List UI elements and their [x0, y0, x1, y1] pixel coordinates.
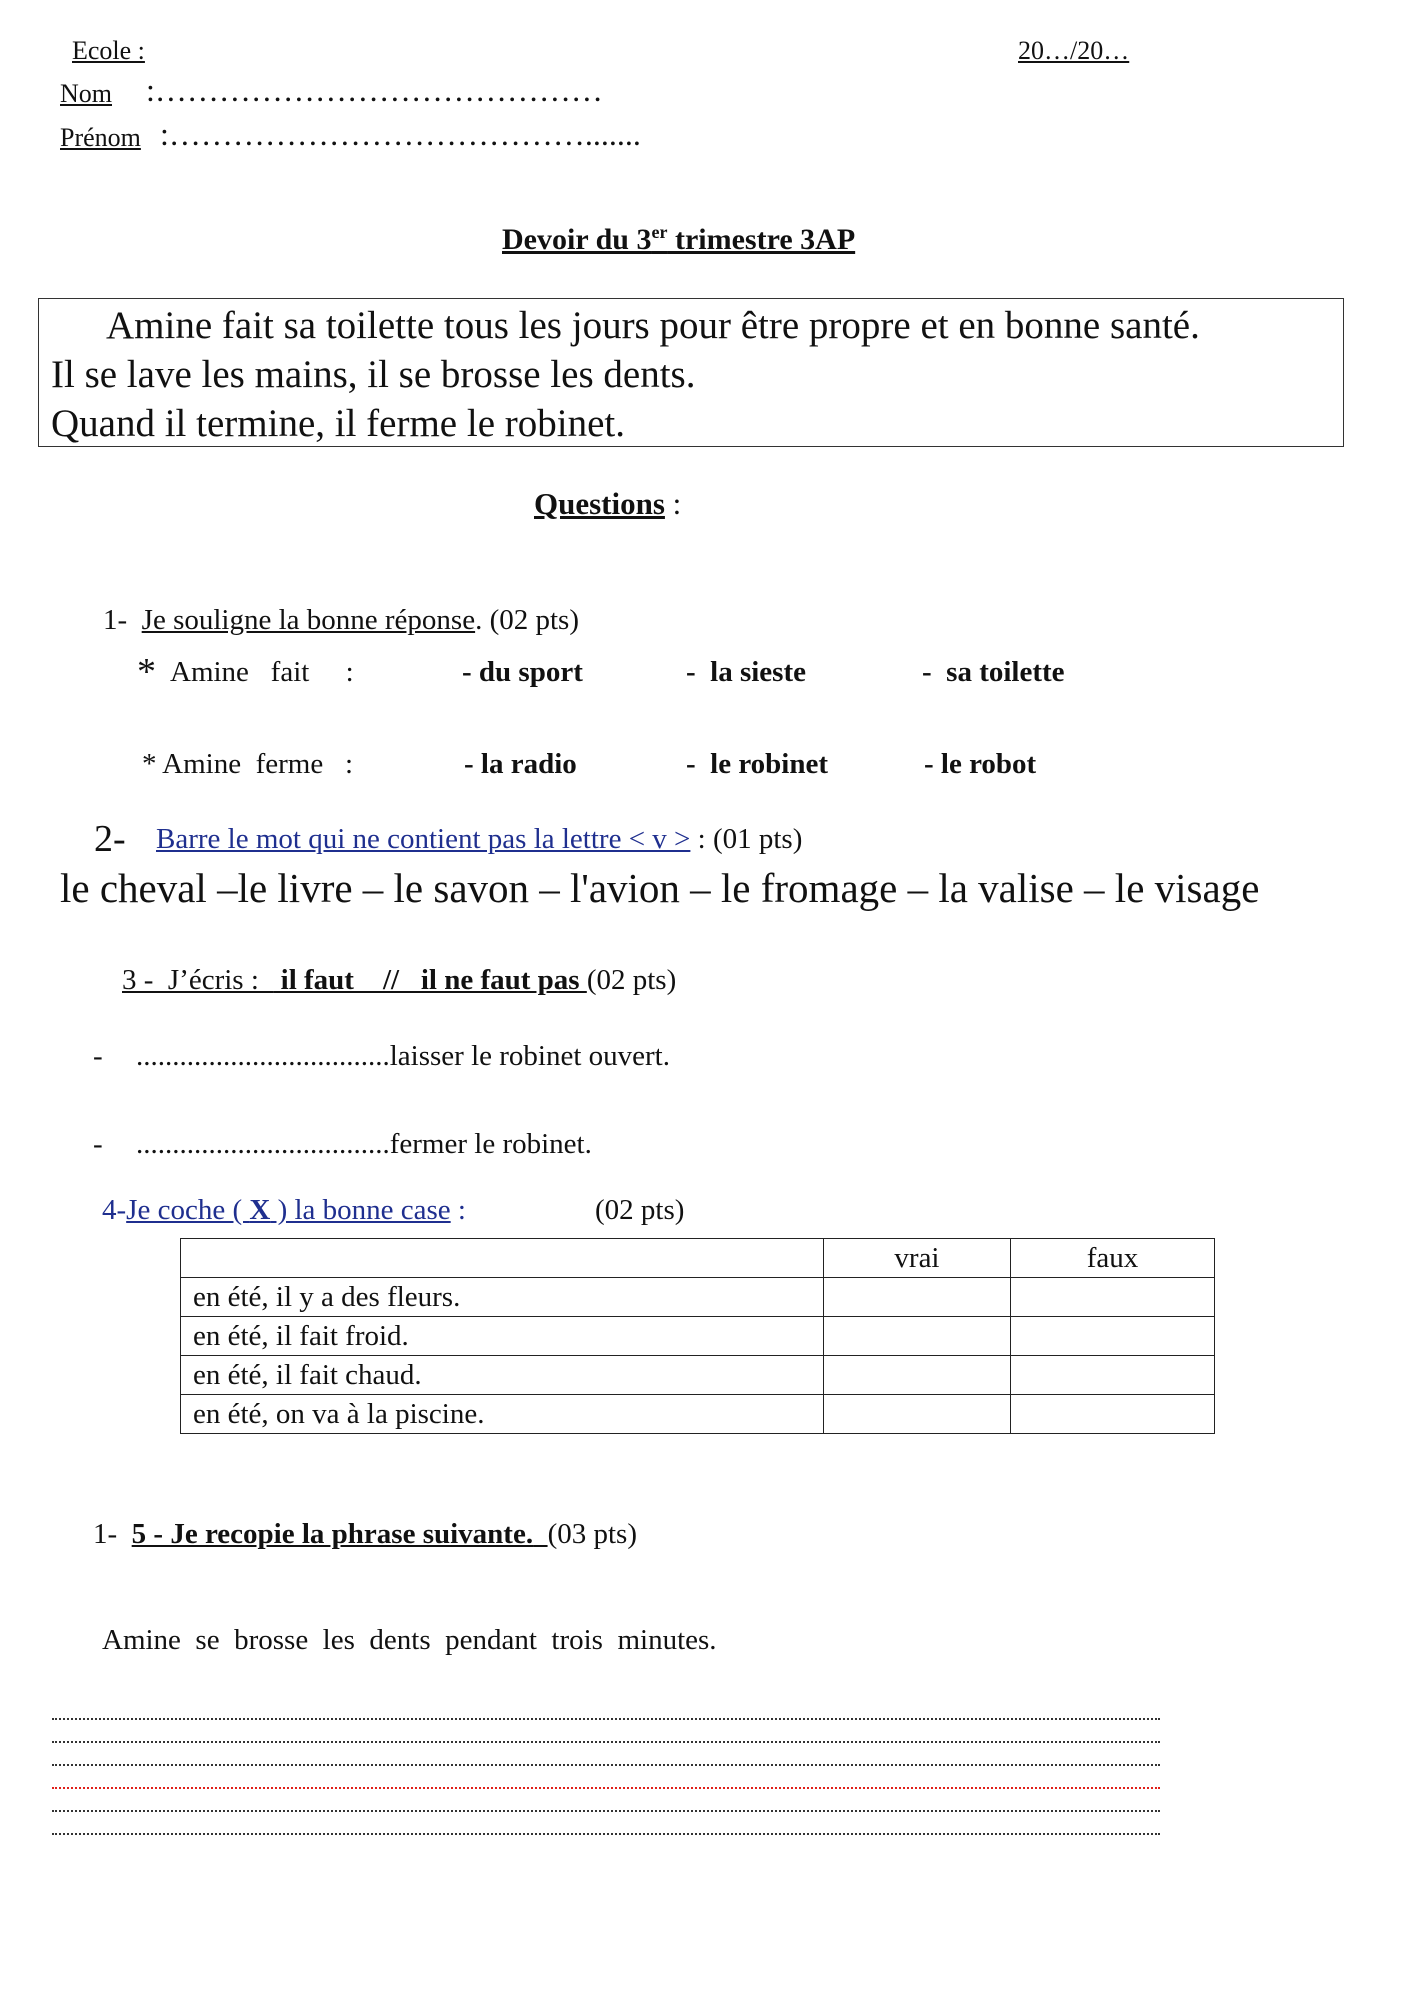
question-4-instruction: 4-Je coche ( X ) la bonne case : — [102, 1194, 466, 1226]
vrai-checkbox-cell[interactable] — [824, 1395, 1011, 1434]
q3-item-1-dash: - — [93, 1040, 103, 1072]
question-2-number: 2- — [94, 818, 126, 860]
q1-row2-label: * Amine ferme : — [142, 748, 354, 780]
faux-checkbox-cell[interactable] — [1010, 1356, 1214, 1395]
table-header-row — [181, 1239, 1215, 1278]
table-header-empty — [181, 1239, 824, 1278]
question-2-instruction: Barre le mot qui ne contient pas la lettre < v > : (01 pts) — [156, 823, 803, 855]
writing-line-1[interactable] — [52, 1718, 1160, 1720]
vrai-checkbox-cell[interactable] — [824, 1317, 1011, 1356]
question-5-instruction: 1- 5 - Je recopie la phrase suivante. (03 pts) — [93, 1518, 637, 1550]
nom-label: Nom — [60, 79, 112, 108]
q1-row2-option-2[interactable]: - le robinet — [686, 748, 829, 780]
q1-row1-star: * — [137, 651, 156, 693]
faux-checkbox-cell[interactable] — [1010, 1278, 1214, 1317]
faux-checkbox-cell[interactable] — [1010, 1317, 1214, 1356]
q1-row1-option-3[interactable]: - sa toilette — [922, 656, 1065, 688]
writing-line-red-guide[interactable] — [52, 1787, 1160, 1789]
reading-line-2: Il se lave les mains, il se brosse les dents. — [51, 353, 696, 396]
q3-item-2-dash: - — [93, 1128, 103, 1160]
writing-line-4[interactable] — [52, 1810, 1160, 1812]
prenom-label: Prénom — [60, 123, 141, 152]
writing-line-2[interactable] — [52, 1741, 1160, 1743]
reading-line-1: Amine fait sa toilette tous les jours pour être propre et en bonne santé. — [106, 304, 1200, 347]
page-title: Devoir du 3er trimestre 3AP — [502, 222, 856, 256]
ecole-label: Ecole : — [72, 36, 145, 65]
prenom-field[interactable]: :…………………………………....... — [160, 116, 641, 152]
q1-row2-option-1[interactable]: - la radio — [464, 748, 577, 780]
statement-cell: en été, on va à la piscine. — [181, 1395, 824, 1434]
nom-field[interactable]: :…………………………………… — [146, 72, 603, 108]
statement-cell: en été, il fait chaud. — [181, 1356, 824, 1395]
reading-text-box — [38, 298, 1344, 447]
statement-cell: en été, il y a des fleurs. — [181, 1278, 824, 1317]
statement-cell: en été, il fait froid. — [181, 1317, 824, 1356]
question-2-word-list[interactable]: le cheval –le livre – le savon – l'avion – le fromage – la valise – le visage — [60, 865, 1260, 911]
questions-heading: Questions : — [534, 486, 682, 521]
table-header-vrai: vrai — [824, 1239, 1011, 1278]
vrai-checkbox-cell[interactable] — [824, 1356, 1011, 1395]
q1-row1-label: Amine fait : — [170, 656, 354, 688]
q1-row1-option-1[interactable]: - du sport — [462, 656, 583, 688]
question-1-instruction: 1- Je souligne la bonne réponse. (02 pts) — [103, 604, 580, 636]
q3-item-2[interactable]: ...................................fermer le robinet. — [136, 1128, 592, 1160]
q1-row2-option-3[interactable]: - le robot — [924, 748, 1037, 780]
table-row — [181, 1395, 1215, 1434]
writing-line-5[interactable] — [52, 1833, 1160, 1835]
writing-line-3[interactable] — [52, 1764, 1160, 1766]
question-4-points: (02 pts) — [595, 1194, 685, 1226]
date-field: 20…/20… — [1018, 36, 1130, 65]
table-row — [181, 1278, 1215, 1317]
model-sentence: Amine se brosse les dents pendant trois minutes. — [102, 1624, 717, 1656]
table-row — [181, 1356, 1215, 1395]
true-false-table — [180, 1238, 1215, 1434]
table-row — [181, 1317, 1215, 1356]
question-3-instruction: 3 - J’écris : il faut // il ne faut pas (02 pts) — [122, 964, 677, 996]
q1-row1-option-2[interactable]: - la sieste — [686, 656, 806, 688]
reading-line-3: Quand il termine, il ferme le robinet. — [51, 402, 625, 445]
table-header-faux: faux — [1010, 1239, 1214, 1278]
q3-item-1[interactable]: ...................................laisser le robinet ouvert. — [136, 1040, 670, 1072]
faux-checkbox-cell[interactable] — [1010, 1395, 1214, 1434]
vrai-checkbox-cell[interactable] — [824, 1278, 1011, 1317]
